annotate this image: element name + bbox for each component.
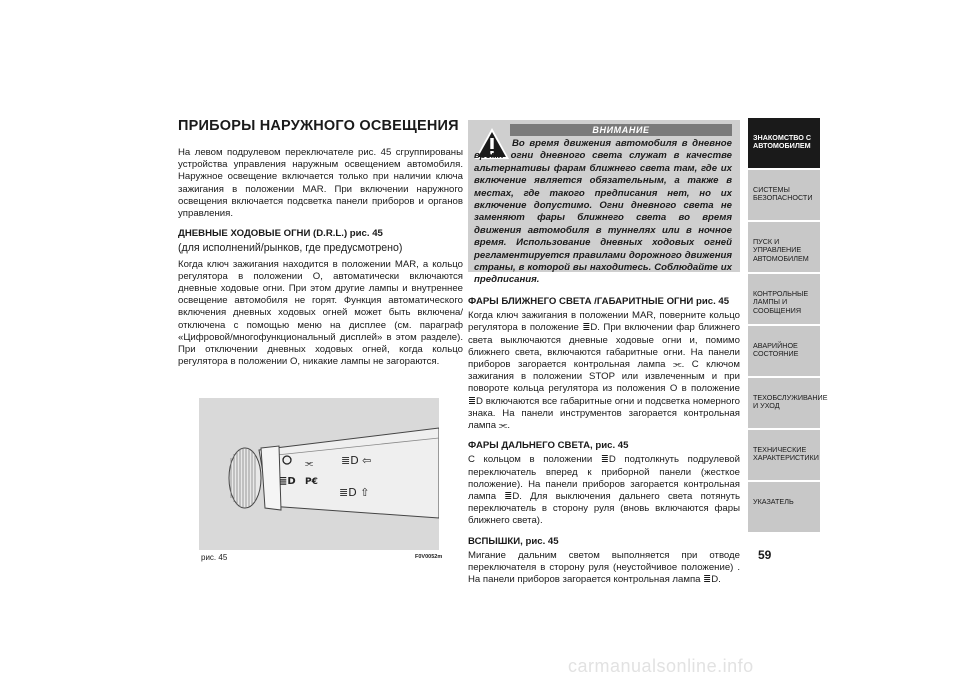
intro-paragraph: На левом подрулевом переключателе рис. 45 сгруппированы устройства управления наружным освещением автомобиля. Наружное освещение включается только при наличии ключа зажигания в положении MAR. При включении наружного освещения включается подсветка панели приборов и органов управления. [178,147,463,220]
watermark: carmanualsonline.info [568,656,754,676]
svg-text:≣D: ≣D [279,476,296,487]
svg-text:⫘: ⫘ [305,459,314,469]
high-beam-paragraph: С кольцом в положении ≣D подтолкнуть подрулевой переключатель вперед к приборной панели (жесткое положение). На панели приборов загорается контрольная лампа ≣D. Для выключения дальнего света потянуть переключатель в сторону руля (вновь включаются фары ближнего света). [468,454,740,527]
svg-text:≣D ⇧: ≣D ⇧ [339,486,370,499]
right-column [468,288,740,592]
tab-safety[interactable]: СИСТЕМЫ БЕЗОПАСНОСТИ [748,170,820,222]
figure-code: F0V0052m [415,554,443,560]
figure-45 [199,398,439,550]
page-number: 59 [758,548,772,562]
tab-warning-lights[interactable]: КОНТРОЛЬНЫЕ ЛАМПЫ И СООБЩЕНИЯ [748,274,820,326]
high-beam-heading: ФАРЫ ДАЛЬНЕГО СВЕТА, рис. 45 [468,440,629,452]
chapter-sidebar [748,118,828,534]
light-switch-illustration [199,398,439,550]
warning-label: ВНИМАНИЕ [510,124,732,136]
flash-paragraph: Мигание дальним светом выполняется при отводе переключателя в сторону руля (неустойчивое положение) . На панели приборов загорается контрольная лампа ≣D. [468,549,740,586]
tab-maintenance[interactable]: ТЕХОБСЛУЖИВАНИЕ И УХОД [748,378,820,430]
flash-heading: ВСПЫШКИ, рис. 45 [468,535,559,547]
tab-vehicle-intro[interactable]: ЗНАКОМСТВО С АВТОМОБИЛЕМ [748,118,820,170]
svg-text:P€: P€ [305,477,318,487]
low-beam-paragraph: Когда ключ зажигания в положении MAR, поверните кольцо регулятора в положение ≣D. При включении фар ближнего света выключаются дневные ходовые огни и, помимо ближнего света, включаются габаритные огни. На панели приборов загорается контрольная лампа ⫘. С ключом зажигания в положении STOP или извлеченным и при повороте кольца регулятора из положения O в положение ≣D включаются все габаритные огни и подсветка номерного знака. На панели инструментов загорается контрольная лампа ⫘. [468,310,740,432]
tab-index[interactable]: УКАЗАТЕЛЬ [748,482,820,534]
tab-emergency[interactable]: АВАРИЙНОЕ СОСТОЯНИЕ [748,326,820,378]
left-column [178,147,463,374]
figure-caption: рис. 45 [201,553,228,562]
drl-subheading: (для исполнений/рынков, где предусмотрено) [178,242,403,255]
drl-paragraph: Когда ключ зажигания находится в положении MAR, а кольцо регулятора в положении O, автоматически включаются дневные ходовые огни. При этом другие лампы и внутреннее освещение автомобиля не горят. Функция автоматического включения дневных ходовых огней может быть включена/отключена с помощью меню на дисплее (см. параграф «Цифровой/многофункциональный дисплей» в этом разделе). При отключении дневных ходовых огней, когда кольцо регулятора в положении O, никакие лампы не загораются. [178,258,463,368]
warning-box [468,120,740,286]
tab-specifications[interactable]: ТЕХНИЧЕСКИЕ ХАРАКТЕРИСТИКИ [748,430,820,482]
low-beam-heading: ФАРЫ БЛИЖНЕГО СВЕТА /ГАБАРИТНЫЕ ОГНИ рис. 45 [468,296,730,307]
drl-heading: ДНЕВНЫЕ ХОДОВЫЕ ОГНИ (D.R.L.) рис. 45 [178,228,383,240]
warning-text: Во время движения автомобиля в дневное время огни дневного света служат в качестве альтернативы фарам ближнего света там, где их включение является обязательным, а также в местах, где такого предписания нет, но их включение допустимо. Огни дневного света не заменяют фары ближнего света во время движения автомобиля в туннелях или в ночное время. Использование дневных ходовых огней регламентируется правилами дорожного движения страны, в которой вы находитесь. Соблюдайте их предписания. [474,138,732,286]
svg-text:≣D ⇦: ≣D ⇦ [341,454,372,467]
page-title: ПРИБОРЫ НАРУЖНОГО ОСВЕЩЕНИЯ [178,118,459,134]
tab-starting-driving[interactable]: ПУСК И УПРАВЛЕНИЕ АВТОМОБИЛЕМ [748,222,820,274]
